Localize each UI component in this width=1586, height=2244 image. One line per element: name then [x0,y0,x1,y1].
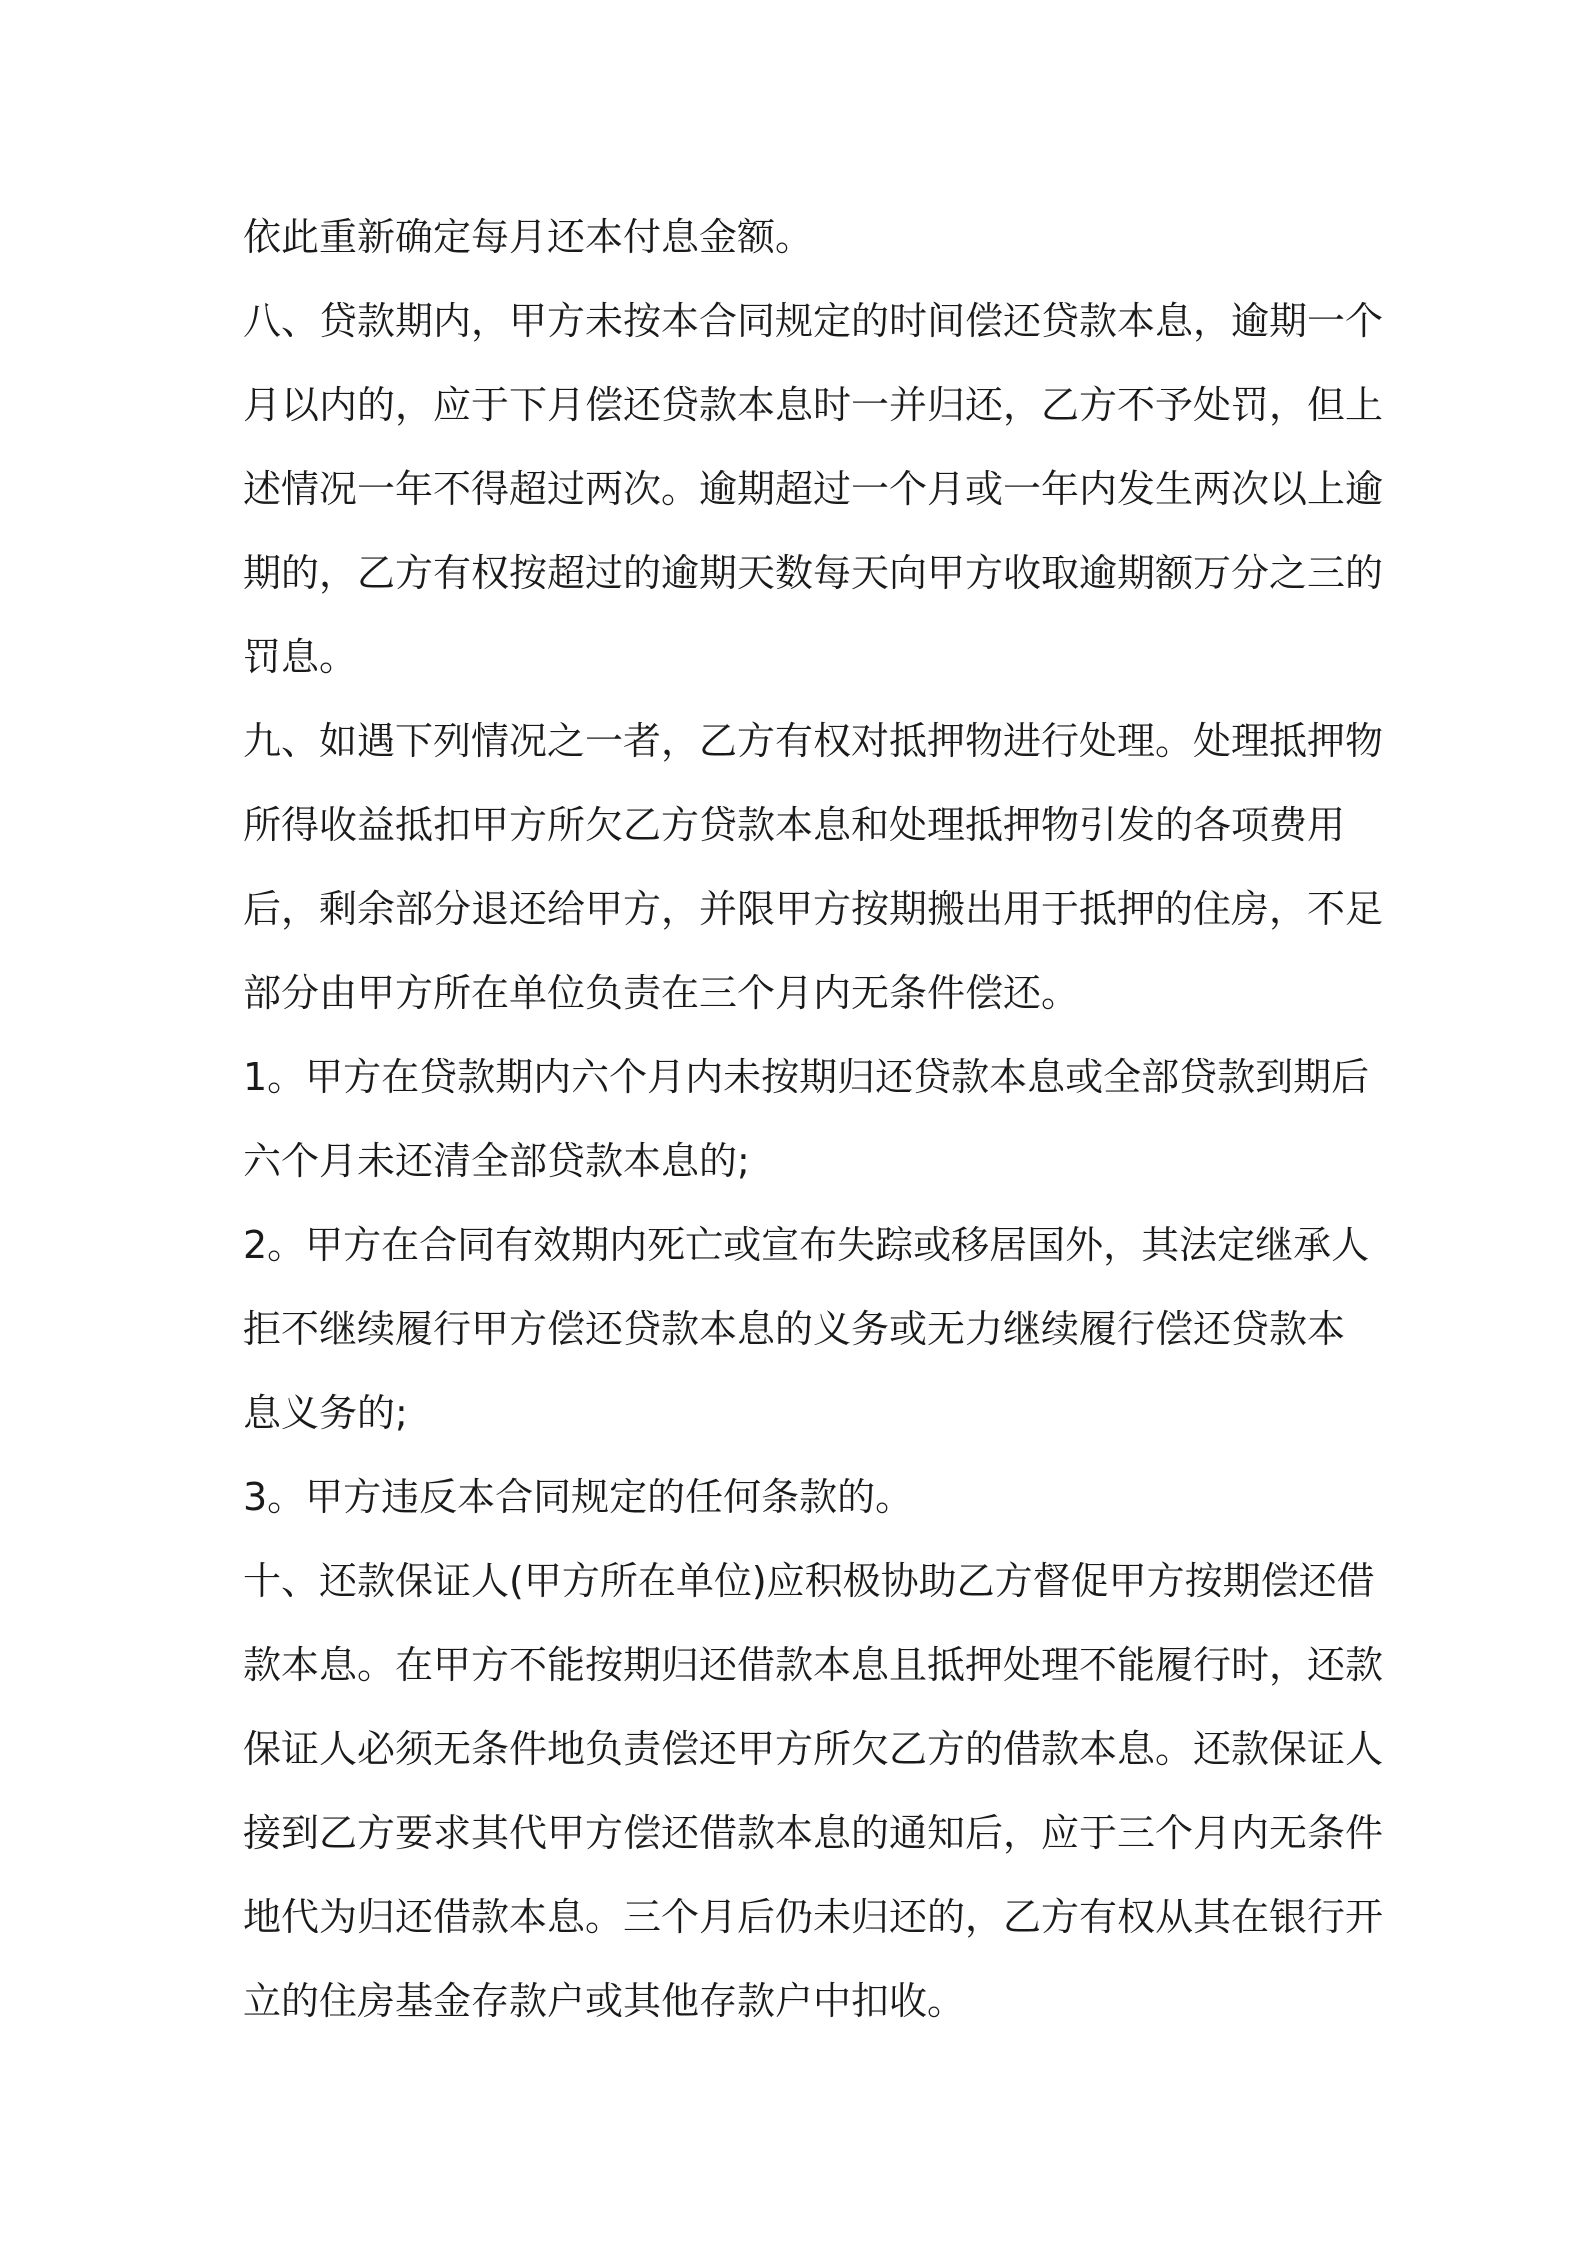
text-line: 十、还款保证人(甲方所在单位)应积极协助乙方督促甲方按期偿还借 [243,1559,1375,1603]
text-line: 述情况一年不得超过两次。逾期超过一个月或一年内发生两次以上逾 [243,467,1384,511]
document-body [243,195,1384,2043]
text-line: 3。甲方违反本合同规定的任何条款的。 [243,1475,914,1519]
text-line: 地代为归还借款本息。三个月后仍未归还的，乙方有权从其在银行开 [243,1895,1384,1939]
text-line: 部分由甲方所在单位负责在三个月内无条件偿还。 [243,971,1080,1015]
text-line: 1。甲方在贷款期内六个月内未按期归还贷款本息或全部贷款到期后 [243,1055,1370,1099]
text-line: 后，剩余部分退还给甲方，并限甲方按期搬出用于抵押的住房，不足 [243,887,1384,931]
text-line: 息义务的; [243,1391,408,1435]
text-line: 八、贷款期内，甲方未按本合同规定的时间偿还贷款本息，逾期一个 [243,299,1384,343]
text-line: 九、如遇下列情况之一者，乙方有权对抵押物进行处理。处理抵押物 [243,719,1384,763]
text-line: 2。甲方在合同有效期内死亡或宣布失踪或移居国外，其法定继承人 [243,1223,1370,1267]
text-line: 所得收益抵扣甲方所欠乙方贷款本息和处理抵押物引发的各项费用 [243,803,1346,847]
text-line: 立的住房基金存款户或其他存款户中扣收。 [243,1979,966,2023]
text-line: 款本息。在甲方不能按期归还借款本息且抵押处理不能履行时，还款 [243,1643,1384,1687]
text-line: 月以内的，应于下月偿还贷款本息时一并归还，乙方不予处罚，但上 [243,383,1384,427]
text-line: 依此重新确定每月还本付息金额。 [243,215,814,259]
text-line: 保证人必须无条件地负责偿还甲方所欠乙方的借款本息。还款保证人 [243,1727,1384,1771]
text-line: 拒不继续履行甲方偿还贷款本息的义务或无力继续履行偿还贷款本 [243,1307,1346,1351]
text-line: 接到乙方要求其代甲方偿还借款本息的通知后，应于三个月内无条件 [243,1811,1384,1855]
text-line: 期的，乙方有权按超过的逾期天数每天向甲方收取逾期额万分之三的 [243,551,1384,595]
text-line: 罚息。 [243,635,358,679]
text-line: 六个月未还清全部贷款本息的; [243,1139,750,1183]
